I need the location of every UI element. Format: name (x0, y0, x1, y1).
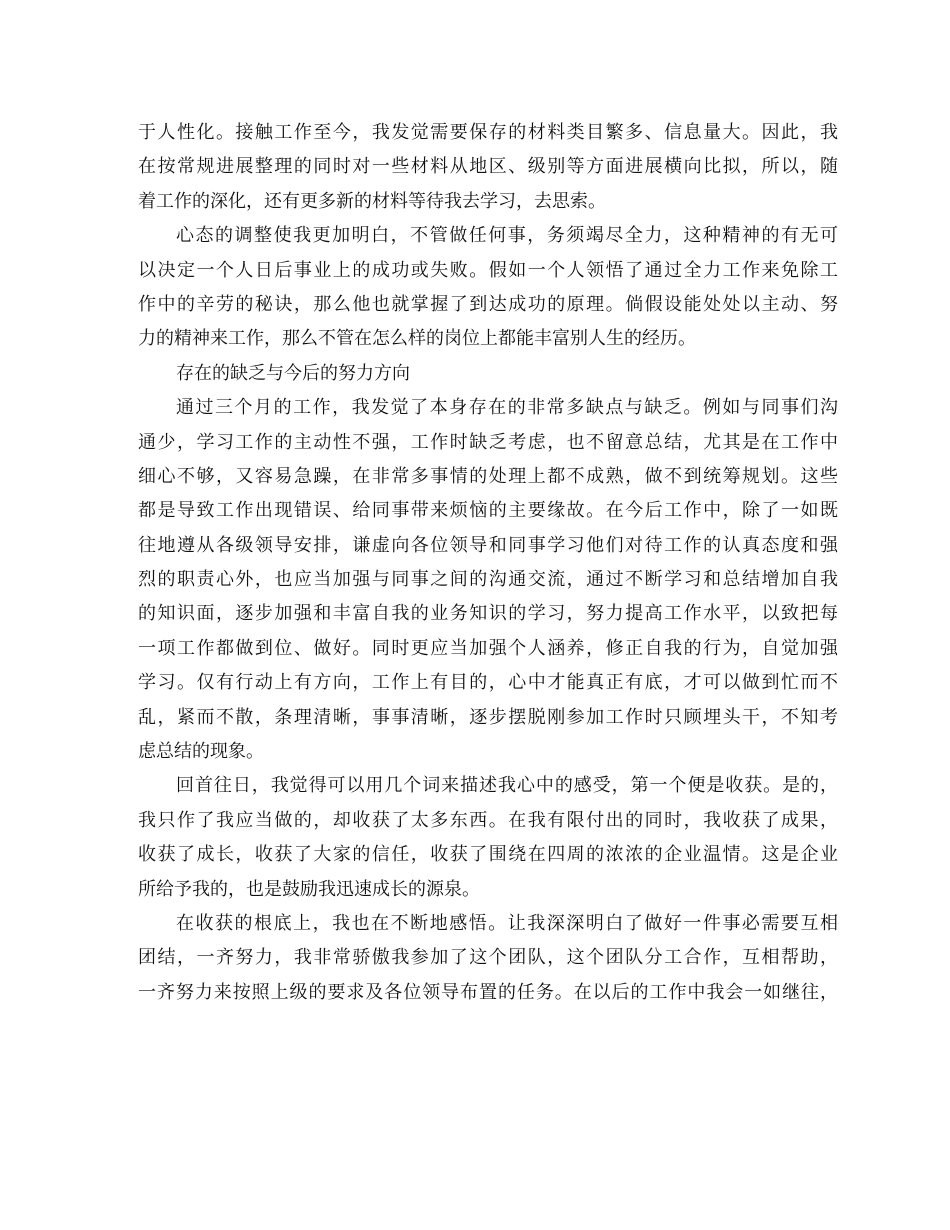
text-line: 一项工作都做到位、做好。同时更应当加强个人涵养，修正自我的行为，自觉加强 (138, 637, 838, 659)
text-line: 细心不够，又容易急躁，在非常多事情的处理上都不成熟，做不到统筹规划。这些 (138, 465, 838, 487)
text-line: 通过三个月的工作，我发觉了本身存在的非常多缺点与缺乏。例如与同事们沟 (176, 397, 838, 419)
text-line: 于人性化。接触工作至今，我发觉需要保存的材料类目繁多、信息量大。因此，我 (138, 122, 838, 143)
text-line: 的知识面，逐步加强和丰富自我的业务知识的学习，努力提高工作水平，以致把每 (138, 603, 838, 625)
document-body (138, 116, 838, 1010)
text-line: 在收获的根底上，我也在不断地感悟。让我深深明白了做好一件事必需要互相 (176, 912, 838, 934)
text-line: 着工作的深化，还有更多新的材料等待我去学习，去思索。 (138, 190, 606, 212)
text-line: 存在的缺乏与今后的努力方向 (176, 362, 410, 384)
text-line: 我只作了我应当做的，却收获了太多东西。在我有限付出的同时，我收获了成果， (138, 809, 838, 831)
text-line: 回首往日，我觉得可以用几个词来描述我心中的感受，第一个便是收获。是的， (176, 775, 838, 797)
text-line: 力的精神来工作，那么不管在怎么样的岗位上都能丰富别人生的经历。 (138, 328, 696, 350)
text-line: 作中的辛劳的秘诀，那么他也就掌握了到达成功的原理。倘假设能处处以主动、努 (138, 293, 838, 315)
text-line: 在按常规进展整理的同时对一些材料从地区、级别等方面进展横向比拟，所以，随 (138, 156, 838, 178)
text-line: 以决定一个人日后事业上的成功或失败。假如一个人领悟了通过全力工作来免除工 (138, 259, 838, 281)
text-line: 团结，一齐努力，我非常骄傲我参加了这个团队，这个团队分工合作，互相帮助， (138, 947, 838, 969)
text-line: 一齐努力来按照上级的要求及各位领导布置的任务。在以后的工作中我会一如继往， (138, 981, 838, 1003)
text-line: 学习。仅有行动上有方向，工作上有目的，心中才能真正有底，才可以做到忙而不 (138, 672, 838, 694)
text-line: 乱，紧而不散，条理清晰，事事清晰，逐步摆脱刚参加工作时只顾埋头干，不知考 (138, 706, 838, 728)
text-line: 烈的职责心外，也应当加强与同事之间的沟通交流，通过不断学习和总结增加自我 (138, 569, 838, 591)
text-line: 都是导致工作出现错误、给同事带来烦恼的主要缘故。在今后工作中，除了一如既 (138, 500, 838, 522)
text-line: 往地遵从各级领导安排，谦虚向各位领导和同事学习他们对待工作的认真态度和强 (138, 534, 838, 556)
text-line: 心态的调整使我更加明白，不管做任何事，务须竭尽全力，这种精神的有无可 (176, 225, 838, 247)
text-line: 收获了成长，收获了大家的信任，收获了围绕在四周的浓浓的企业温情。这是企业 (138, 844, 838, 866)
text-line: 所给予我的，也是鼓励我迅速成长的源泉。 (138, 878, 480, 900)
text-line: 虑总结的现象。 (138, 741, 264, 763)
text-line: 通少，学习工作的主动性不强，工作时缺乏考虑，也不留意总结，尤其是在工作中 (138, 431, 838, 453)
